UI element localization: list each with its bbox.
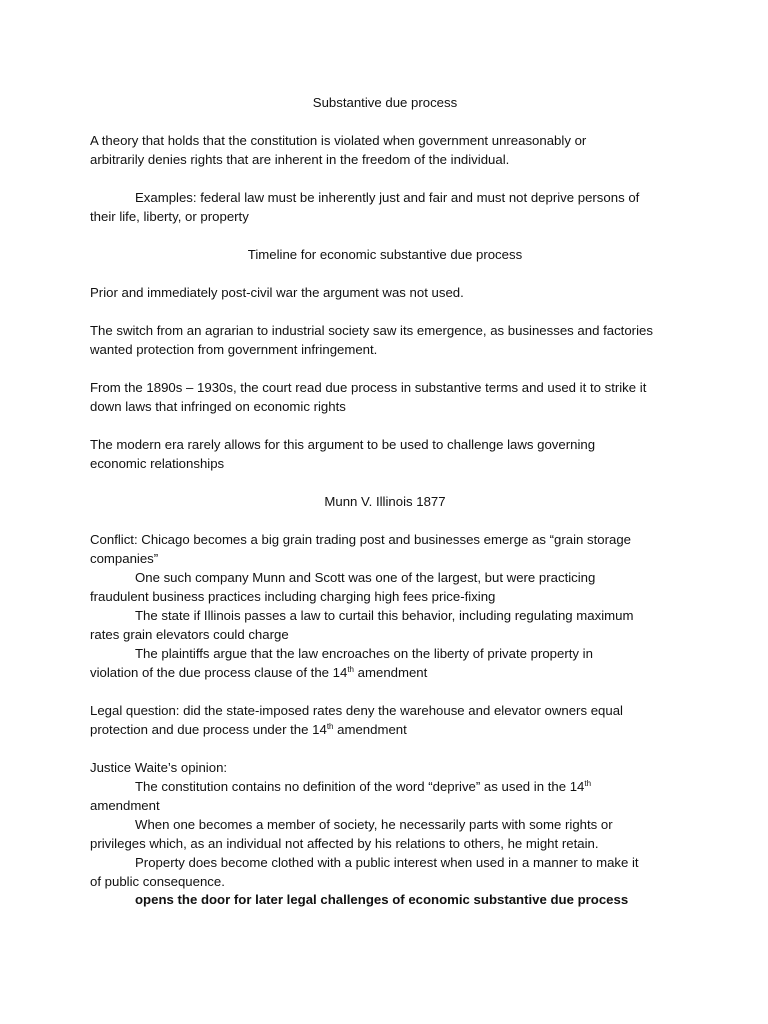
conflict-sub-2-line-2: rates grain elevators could charge <box>90 627 289 642</box>
opinion-conclusion: opens the door for later legal challenges of economic substantive due process <box>135 892 629 907</box>
timeline-paragraph-4-line-1: The modern era rarely allows for this argument to be used to challenge laws governing <box>90 437 596 452</box>
opinion-sub-3-line-1: Property does become clothed with a public interest when used in a manner to make it <box>135 855 639 870</box>
opinion-sub-1-line-1-text: The constitution contains no definition of the word “deprive” as used in the 14 <box>135 779 585 794</box>
opinion-sub-3-line-2: of public consequence. <box>90 874 225 889</box>
ordinal-suffix: th <box>347 665 354 674</box>
conflict-sub-3-line-1: The plaintiffs argue that the law encroaches on the liberty of private property in <box>135 646 593 661</box>
conflict-line-1: Conflict: Chicago becomes a big grain trading post and businesses emerge as “grain storage <box>90 532 631 547</box>
opinion-sub-2-line-2: privileges which, as an individual not affected by his relations to others, he might retain. <box>90 836 599 851</box>
examples-line-2: their life, liberty, or property <box>90 209 249 224</box>
examples-line-1: Examples: federal law must be inherently just and fair and must not deprive persons of <box>135 190 640 205</box>
timeline-paragraph-2-line-1: The switch from an agrarian to industrial society saw its emergence, as businesses and factories <box>90 323 653 338</box>
document-title: Substantive due process <box>312 95 458 110</box>
legal-question-line-2-text: protection and due process under the 14 <box>90 722 327 737</box>
conflict-sub-3-line-2-end: amendment <box>354 665 428 680</box>
conflict-sub-1-line-2: fraudulent business practices including charging high fees price-fixing <box>90 589 496 604</box>
legal-question-line-2-end: amendment <box>333 722 407 737</box>
ordinal-suffix: th <box>326 722 334 731</box>
timeline-paragraph-3-line-2: down laws that infringed on economic rights <box>90 399 346 414</box>
timeline-paragraph-2-line-2: wanted protection from government infringement. <box>90 342 378 357</box>
opinion-sub-1-line-2: amendment <box>90 798 160 813</box>
timeline-paragraph-3-line-1: From the 1890s – 1930s, the court read due process in substantive terms and used it to strike it <box>90 380 647 395</box>
timeline-heading: Timeline for economic substantive due process <box>247 247 523 262</box>
opinion-sub-1-line-1 <box>135 777 725 796</box>
legal-question-line-1: Legal question: did the state-imposed rates deny the warehouse and elevator owners equal <box>90 703 623 718</box>
opinion-heading: Justice Waite’s opinion: <box>90 760 228 775</box>
conflict-sub-3-line-2-text: violation of the due process clause of the 14 <box>90 665 348 680</box>
legal-question-line-2 <box>90 720 680 739</box>
definition-line-1: A theory that holds that the constitution is violated when government unreasonably or <box>90 133 587 148</box>
ordinal-suffix: th <box>584 779 592 788</box>
conflict-sub-2-line-1: The state if Illinois passes a law to curtail this behavior, including regulating maximum <box>135 608 634 623</box>
conflict-line-2: companies” <box>90 551 159 566</box>
opinion-sub-2-line-1: When one becomes a member of society, he necessarily parts with some rights or <box>135 817 613 832</box>
conflict-sub-1-line-1: One such company Munn and Scott was one of the largest, but were practicing <box>135 570 596 585</box>
case-heading: Munn V. Illinois 1877 <box>324 494 446 509</box>
timeline-paragraph-1: Prior and immediately post-civil war the argument was not used. <box>90 285 464 300</box>
timeline-paragraph-4-line-2: economic relationships <box>90 456 225 471</box>
definition-line-2: arbitrarily denies rights that are inherent in the freedom of the individual. <box>90 152 510 167</box>
conflict-sub-3-line-2 <box>90 663 680 682</box>
